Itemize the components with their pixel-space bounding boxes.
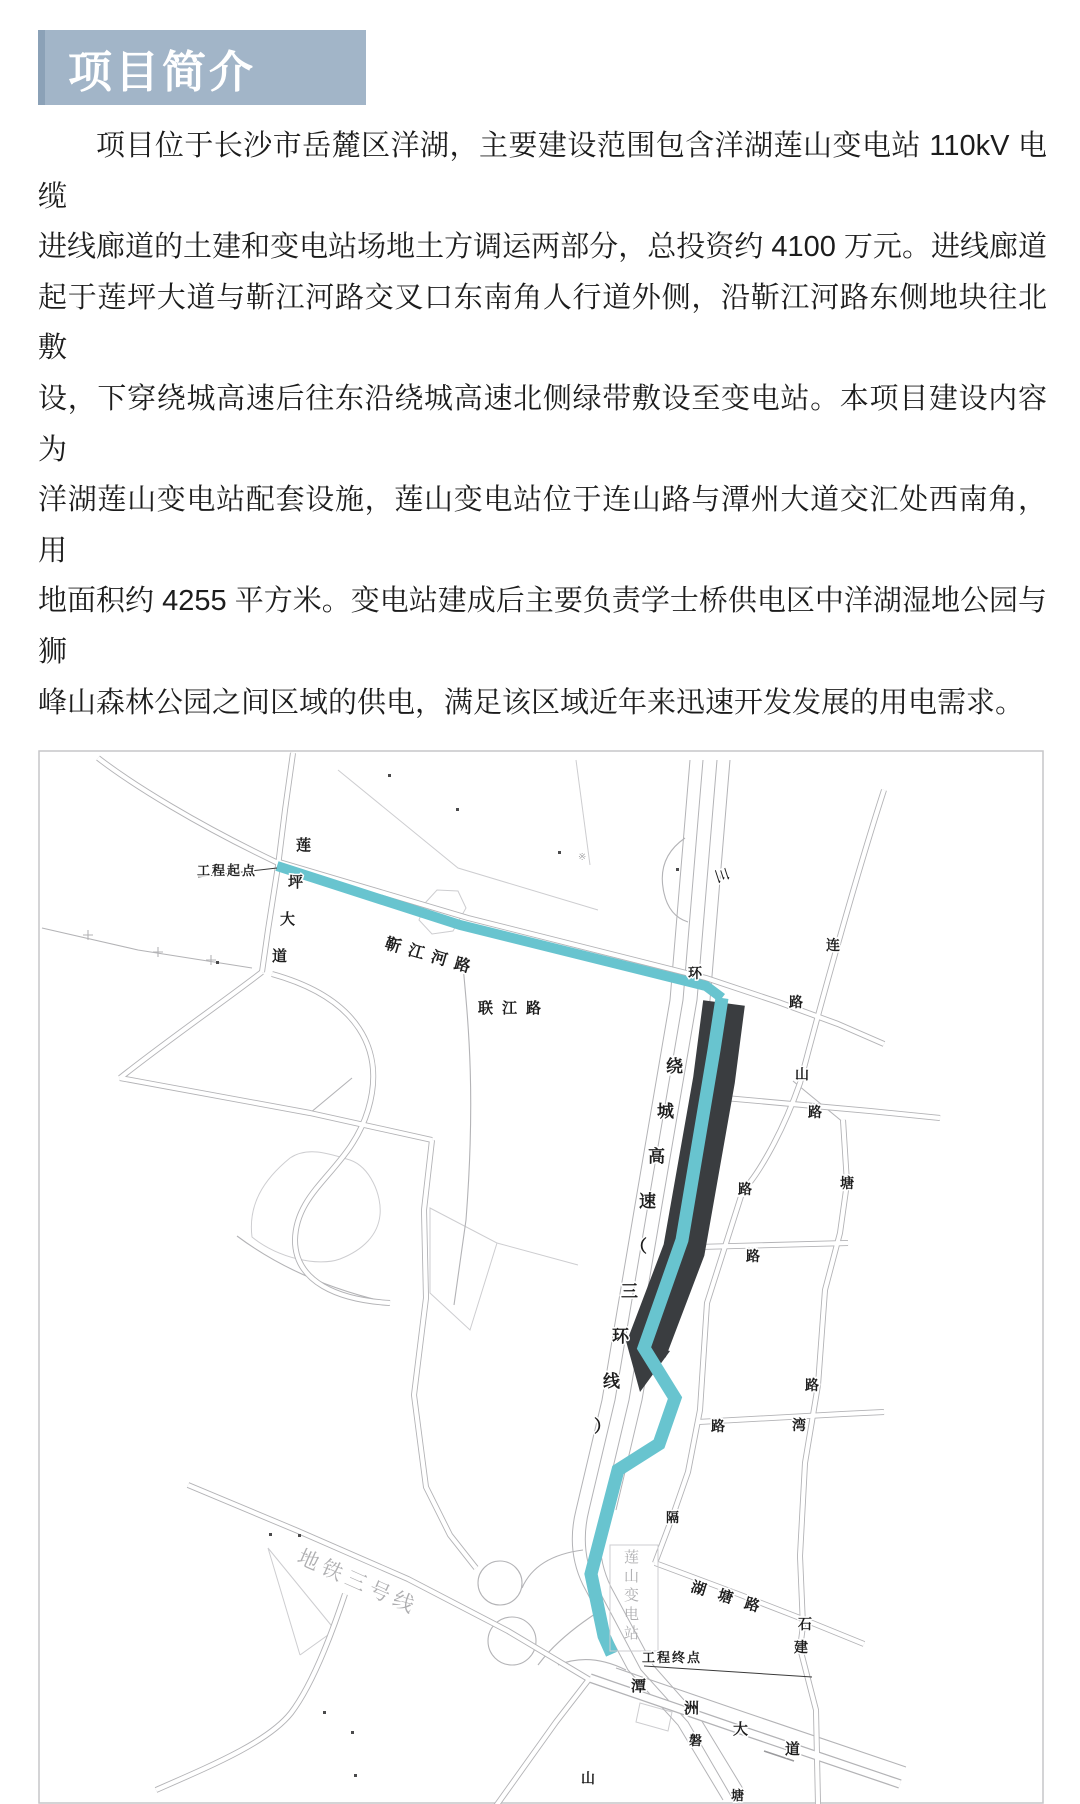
map-border [39,751,1043,1803]
map-label: 大 [733,1722,749,1739]
end-leader-line [644,1666,812,1677]
map-label: 路 [746,1250,760,1266]
map-label: 工程起点 [197,863,258,879]
map-label: 道 [785,1742,801,1759]
map-svg [38,750,1044,1804]
map-label: 潭 [631,1679,647,1696]
map-label: 联江路 [478,1001,551,1018]
map-label: 塘 [840,1177,854,1193]
map-label: 莲坪大道 [272,838,312,966]
map-label: 磐 [689,1733,703,1749]
parcel-lines-group [251,760,672,1731]
section-header-accent [38,30,45,105]
map-label: 连 [826,939,840,955]
map-label: 三 [711,866,730,885]
intro-line: 洋湖莲山变电站配套设施，莲山变电站位于连山路与潭州大道交汇处西南角，用 [38,484,1047,567]
map-label: 环 [688,967,702,983]
map-label: 山 [581,1772,595,1788]
section-header [38,30,366,105]
map-label: 绕城高速（三环线） [594,1057,683,1437]
main-roads-overlay-group [98,753,940,1804]
route-map [38,750,1044,1804]
intro-line: 地面积约 4255 平方米。变电站建成后主要负责学士桥供电区中洋湖湿地公园与狮 [38,585,1047,668]
map-label: 湖塘路 [688,1579,774,1620]
map-label: 路 [808,1106,822,1122]
intro-line: 项目位于长沙市岳麓区洋湖，主要建设范围包含洋湖莲山变电站 110kV 电缆 [38,130,1047,213]
map-label: 路 [805,1379,819,1395]
map-label: 石 [798,1618,812,1634]
intro-line: 起于莲坪大道与靳江河路交叉口东南角人行道外侧，沿靳江河路东侧地块往北敷 [38,281,1047,365]
intro-paragraph [38,121,1047,728]
map-label: 洲 [684,1701,700,1718]
main-roads-group [98,753,940,1804]
map-label: 路 [789,996,803,1012]
map-label: 路 [711,1420,725,1436]
page-title: 项目简介 [68,47,256,97]
map-label: 地铁三号线 [293,1544,423,1620]
intro-line: 峰山森林公园之间区域的供电，满足该区域近年来迅速开发发展的用电需求。 [38,686,1025,719]
map-label: 塘 [731,1788,745,1804]
map-label: ※ [578,852,587,864]
map-label: 隔 [666,1510,680,1526]
map-label: 湾 [792,1419,806,1435]
cable-route-upper [277,866,722,998]
intro-line: 设，下穿绕城高速后往东沿绕城高速北侧绿带敷设至变电站。本项目建设内容为 [38,382,1047,466]
intro-line: 进线廊道的土建和变电站场地土方调运两部分，总投资约 4100 万元。进线廊道 [38,231,1047,264]
map-label: 工程终点 [642,1650,703,1666]
map-label: 建 [794,1641,808,1657]
map-label: 莲山变电站 [624,1550,640,1643]
map-label: 靳江河路 [382,935,480,979]
map-label: 山 [795,1068,809,1084]
map-label: 路 [738,1183,752,1199]
